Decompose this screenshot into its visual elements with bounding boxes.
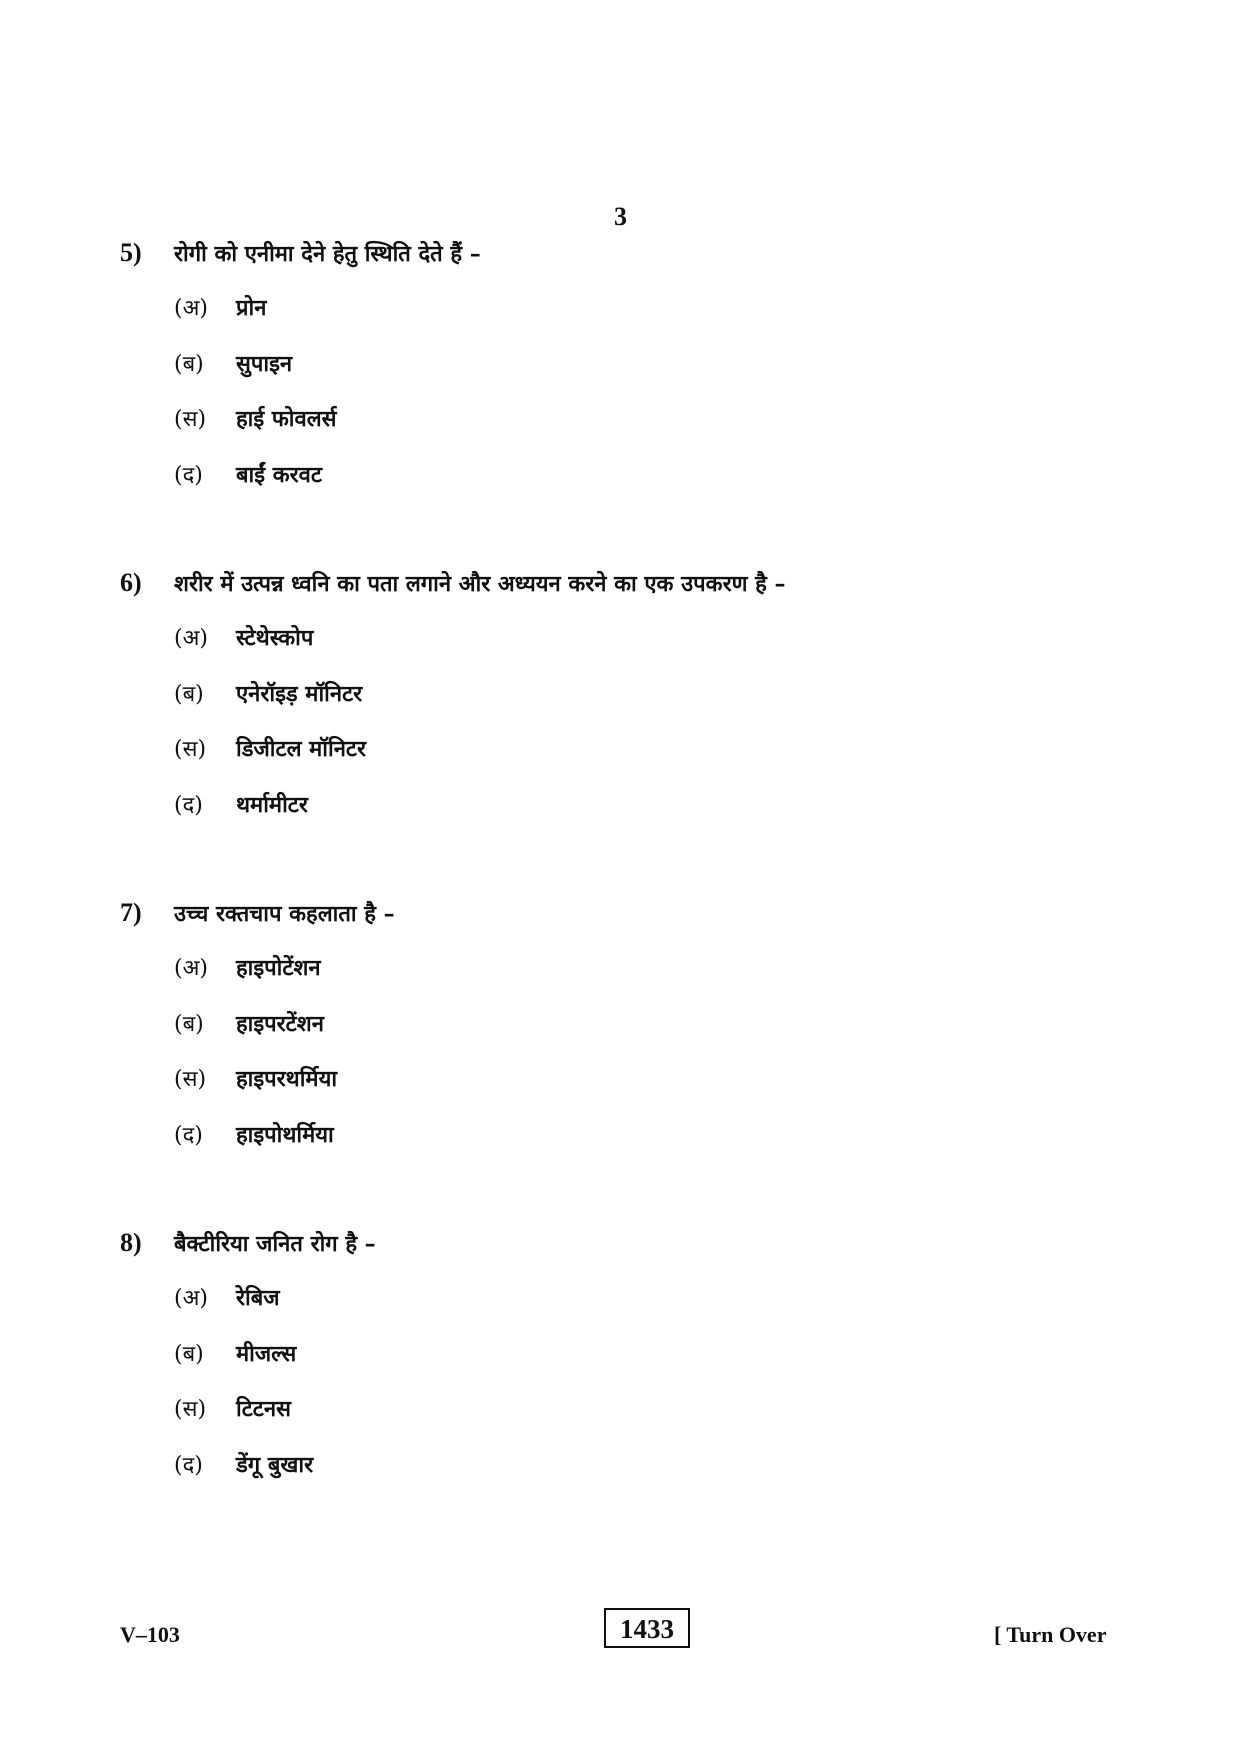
option-text: सुपाइन — [236, 350, 293, 377]
page-number: 3 — [614, 202, 627, 231]
question-text: उच्च रक्तचाप कहलाता है – — [174, 901, 395, 927]
turn-over-label: [ Turn Over — [994, 1622, 1107, 1647]
paper-code: V–103 — [120, 1622, 180, 1647]
option-d — [174, 1109, 1120, 1165]
question-number: 8) — [120, 1228, 142, 1257]
option-text: हाइपोटेंशन — [236, 955, 321, 981]
option-text: हाइपोथर्मिया — [236, 1121, 334, 1148]
option-label: (द) — [174, 1122, 203, 1148]
option-text: हाई फोवलर्स — [236, 406, 337, 432]
option-b — [174, 998, 1120, 1054]
option-text: डेंगू बुखार — [236, 1451, 314, 1478]
option-text: बाईं करवट — [236, 461, 322, 488]
option-label: (स) — [174, 1067, 207, 1092]
option-d — [174, 779, 1120, 835]
option-text: हाइपरटेंशन — [236, 1010, 324, 1037]
question-5 — [120, 238, 1120, 504]
option-b — [174, 338, 1120, 394]
option-label: (अ) — [174, 956, 208, 981]
option-label: (अ) — [174, 296, 208, 321]
question-header — [120, 898, 1120, 942]
option-a — [174, 282, 1120, 338]
option-label: (स) — [174, 737, 207, 762]
question-6 — [120, 568, 1120, 834]
option-b — [174, 1328, 1120, 1384]
option-d — [174, 1439, 1120, 1495]
option-c — [174, 723, 1120, 779]
option-text: हाइपरथर्मिया — [236, 1066, 338, 1092]
option-a — [174, 942, 1120, 998]
option-a — [174, 1272, 1120, 1328]
option-c — [174, 1053, 1120, 1109]
option-label: (स) — [174, 1397, 207, 1422]
option-label: (ब) — [174, 1011, 204, 1037]
question-7 — [120, 898, 1120, 1164]
option-label: (द) — [174, 462, 203, 488]
option-text: स्टेथेस्कोप — [236, 625, 314, 651]
question-header — [120, 1228, 1120, 1272]
question-number: 7) — [120, 898, 142, 927]
option-text: डिजीटल मॉनिटर — [236, 736, 367, 762]
question-number: 5) — [120, 238, 142, 267]
option-c — [174, 393, 1120, 449]
option-label: (स) — [174, 407, 207, 432]
option-label: (द) — [174, 792, 203, 818]
option-a — [174, 612, 1120, 668]
option-text: थर्मामीटर — [236, 791, 308, 818]
option-label: (ब) — [174, 351, 204, 377]
question-number: 6) — [120, 568, 142, 597]
option-label: (ब) — [174, 1341, 204, 1367]
option-c — [174, 1383, 1120, 1439]
option-label: (अ) — [174, 1286, 208, 1311]
question-text: बैक्टीरिया जनित रोग है – — [174, 1231, 376, 1257]
question-header — [120, 568, 1120, 612]
option-text: एनेरॉइड़ मॉनिटर — [236, 680, 363, 707]
option-b — [174, 668, 1120, 724]
option-text: रेबिज — [236, 1285, 280, 1311]
question-text: रोगी को एनीमा देने हेतु स्थिति देते हैं – — [174, 241, 481, 267]
option-text: प्रोन — [236, 295, 267, 321]
option-text: टिटनस — [236, 1396, 291, 1422]
question-text: शरीर में उत्पन्न ध्वनि का पता लगाने और अध्ययन करने का एक उपकरण है – — [174, 571, 786, 597]
option-d — [174, 449, 1120, 505]
paper-number-box: 1433 — [604, 1608, 690, 1648]
option-text: मीजल्स — [236, 1340, 297, 1367]
option-label: (ब) — [174, 681, 204, 707]
question-8 — [120, 1228, 1120, 1494]
question-header — [120, 238, 1120, 282]
option-label: (द) — [174, 1452, 203, 1478]
option-label: (अ) — [174, 626, 208, 651]
